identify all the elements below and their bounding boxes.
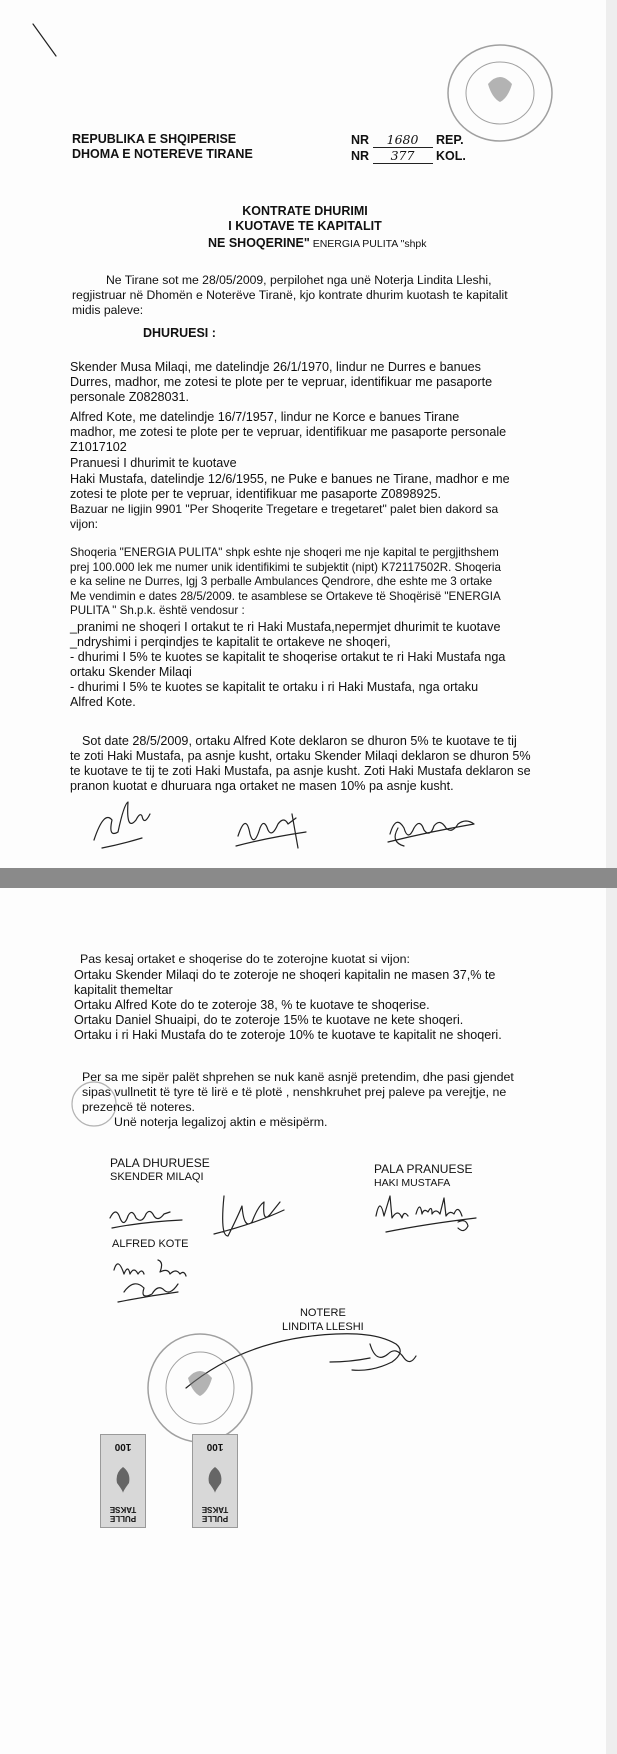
intro-line: midis paleve: [72, 303, 144, 317]
nr-label-2: NR [351, 149, 370, 163]
document-page-2 [0, 888, 617, 1754]
skender-name: SKENDER MILAQI [110, 1171, 204, 1183]
skender-paragraph [70, 360, 550, 405]
signature-alfred-2 [108, 1252, 208, 1308]
eagle-icon [205, 1465, 225, 1495]
text-line: e ka seline ne Durres, lgj 3 perballe Ambulances Qendrore, dhe eshte me 3 ortake [70, 575, 493, 589]
title-line-3-bold: NE SHOQERINE" [208, 236, 310, 250]
text-line: madhor, me zotesi te plote per te vepruar, identifikuar me pasaporte personale [70, 425, 507, 439]
decision-item: _ndryshimi i perqindjes te kapitalit te ortakeve ne shoqeri, [70, 635, 391, 649]
nr-label: NR [351, 133, 370, 147]
text-line: prej 100.000 lek me numer unik identifikimi te subjektit (nipt) K72117502R. Shoqeria [70, 560, 501, 574]
small-stamp [68, 1078, 120, 1130]
decision-item: _pranimi ne shoqeri I ortakut te ri Haki Mustafa,nepermjet dhurimit te kuotave [70, 620, 501, 634]
signature-alfred [382, 808, 482, 853]
dhuruesi-heading: DHURUESI : [143, 326, 216, 340]
haki-name: HAKI MUSTAFA [374, 1177, 451, 1189]
haki-paragraph [70, 472, 550, 502]
tax-stamp-value: 100 [114, 1441, 132, 1452]
closing-paragraph [82, 1070, 560, 1130]
nr-rep-value: 1680 [373, 132, 433, 148]
text-line: Z1017102 [70, 440, 127, 454]
text-line: personale Z0828031. [70, 390, 190, 404]
header-republic: REPUBLIKA E SHQIPERISE [72, 132, 237, 146]
text-line: Unë noterja legalizoj aktin e mësipërm. [114, 1115, 328, 1129]
page-edge [606, 888, 617, 1754]
text-line: vijon: [70, 517, 99, 531]
title-line-3-rest: ENERGIA PULITA "shpk [309, 238, 427, 250]
text-line: Bazuar ne ligjin 9901 "Per Shoqerite Tregetare e tregetaret" palet bien dakord sa [70, 502, 499, 516]
decision-item: Alfred Kote. [70, 695, 136, 709]
law-paragraph [70, 502, 550, 532]
title-line-1: KONTRATE DHURIMI [242, 204, 368, 218]
nr-kol-suffix: KOL. [436, 149, 466, 163]
eagle-icon [113, 1465, 133, 1495]
notary-stamp-2 [140, 1328, 260, 1448]
page-edge [606, 0, 617, 868]
text-line: Skender Musa Milaqi, me datelindje 26/1/1970, lindur ne Durres e banues [70, 360, 481, 374]
tax-stamp-label: PULLE TAKSE [109, 1505, 137, 1523]
company-paragraph [70, 546, 550, 619]
text-line: PULITA " Sh.p.k. është vendosur : [70, 604, 245, 618]
intro-line: regjistruar në Dhomën e Noterëve Tiranë, kjo kontrate dhurim kuotash te kapitalit [72, 288, 508, 302]
title-line-2: I KUOTAVE TE KAPITALIT [228, 219, 382, 233]
tax-stamp-value: 100 [206, 1441, 224, 1452]
text-line: zotesi te plote per te vepruar, identifikuar me pasaporte Z0898925. [70, 487, 442, 501]
text-line: pranon kuotat e dhuruara nga ortaket ne masen 10% pa asnje kusht. [70, 779, 454, 793]
text-line: Sot date 28/5/2009, ortaku Alfred Kote deklaron se dhuron 5% te kuotave te tij [82, 734, 517, 748]
text-line: Alfred Kote, me datelindje 16/7/1957, lindur ne Korce e banues Tirane [70, 410, 460, 424]
decisions-list [70, 620, 560, 710]
tax-stamp-label: PULLE TAKSE [201, 1505, 229, 1523]
shares-intro: Pas kesaj ortaket e shoqerise do te zoterojne kuotat si vijon: [80, 952, 410, 966]
share-line: Ortaku Alfred Kote do te zoteroje 38, % te kuotave te shoqerise. [74, 998, 430, 1012]
registry-numbers [351, 132, 466, 164]
share-line: kapitalit themeltar [74, 983, 173, 997]
tax-stamp [100, 1434, 146, 1528]
decision-item: - dhurimi I 5% te kuotes se kapitalit te ortaku i ri Haki Mustafa, nga ortaku [70, 680, 479, 694]
decision-item: - dhurimi I 5% te kuotes se kapitalit te shoqerise ortakut te ri Haki Mustafa nga [70, 650, 506, 664]
notary-name: LINDITA LLESHI [282, 1321, 364, 1333]
text-line: te kuotave te tij te zoti Haki Mustafa, pa asnje kusht. Zoti Haki Mustafa deklaron se [70, 764, 531, 778]
share-line: Ortaku Daniel Shuaipi, do te zoteroje 15% te kuotave ne kete shoqeri. [74, 1013, 464, 1027]
title-line-3 [208, 236, 427, 252]
text-line: sipas vullnetit të tyre të lirë e të plotë , nenshkruhet prej paleve pa verejtje, ne [82, 1085, 507, 1099]
pala-pranuese-label: PALA PRANUESE [374, 1162, 473, 1176]
document-page-1 [0, 0, 617, 868]
text-line: Me vendimin e dates 28/5/2009. te asamblese se Ortakeve të Shoqërisë "ENERGIA [70, 589, 501, 603]
signature-haki [232, 806, 312, 856]
nr-kol-value: 377 [373, 148, 433, 164]
pala-dhuruese-label: PALA DHURUESE [110, 1156, 210, 1170]
shares-list [74, 968, 564, 1043]
text-line: Shoqeria "ENERGIA PULITA" shpk eshte nje shoqeri me nje kapital te pergjithshem [70, 546, 499, 559]
share-line: Ortaku i ri Haki Mustafa do te zoteroje 10% te kuotave te kapitalit ne shoqeri. [74, 1028, 502, 1042]
text-line: te zoti Haki Mustafa, pa asnje kusht, ortaku Skender Milaqi deklaron se dhuron 5% [70, 749, 531, 763]
share-line: Ortaku Skender Milaqi do te zoteroje ne shoqeri kapitalin ne masen 37,% te [74, 968, 496, 982]
signature-skender [88, 800, 158, 855]
pen-mark [30, 20, 60, 60]
text-line: Durres, madhor, me zotesi te plote per te vepruar, identifikuar me pasaporte [70, 375, 493, 389]
intro-paragraph [72, 273, 542, 318]
intro-line: Ne Tirane sot me 28/05/2009, perpilohet nga unë Noterja Lindita Lleshi, [106, 273, 492, 287]
declaration-paragraph [70, 734, 560, 794]
donor-block [110, 1156, 210, 1184]
nr-rep-suffix: REP. [436, 133, 464, 147]
decision-item: ortaku Skender Milaqi [70, 665, 192, 679]
text-line: prezencë të noteres. [82, 1100, 195, 1114]
alfred-paragraph [70, 410, 550, 455]
text-line: Per sa me sipër palët shprehen se nuk kanë asnjë pretendim, dhe pasi gjendet [82, 1070, 514, 1084]
pranuesi-heading: Pranuesi I dhurimit te kuotave [70, 456, 237, 470]
text-line: Haki Mustafa, datelindje 12/6/1955, ne Puke e banues ne Tirane, madhor e me [70, 472, 510, 486]
header-chamber: DHOMA E NOTEREVE TIRANE [72, 147, 253, 161]
notere-label: NOTERE [299, 1307, 346, 1319]
tax-stamp [192, 1434, 238, 1528]
signature-haki-2 [372, 1186, 512, 1246]
alfred-name: ALFRED KOTE [112, 1238, 189, 1250]
